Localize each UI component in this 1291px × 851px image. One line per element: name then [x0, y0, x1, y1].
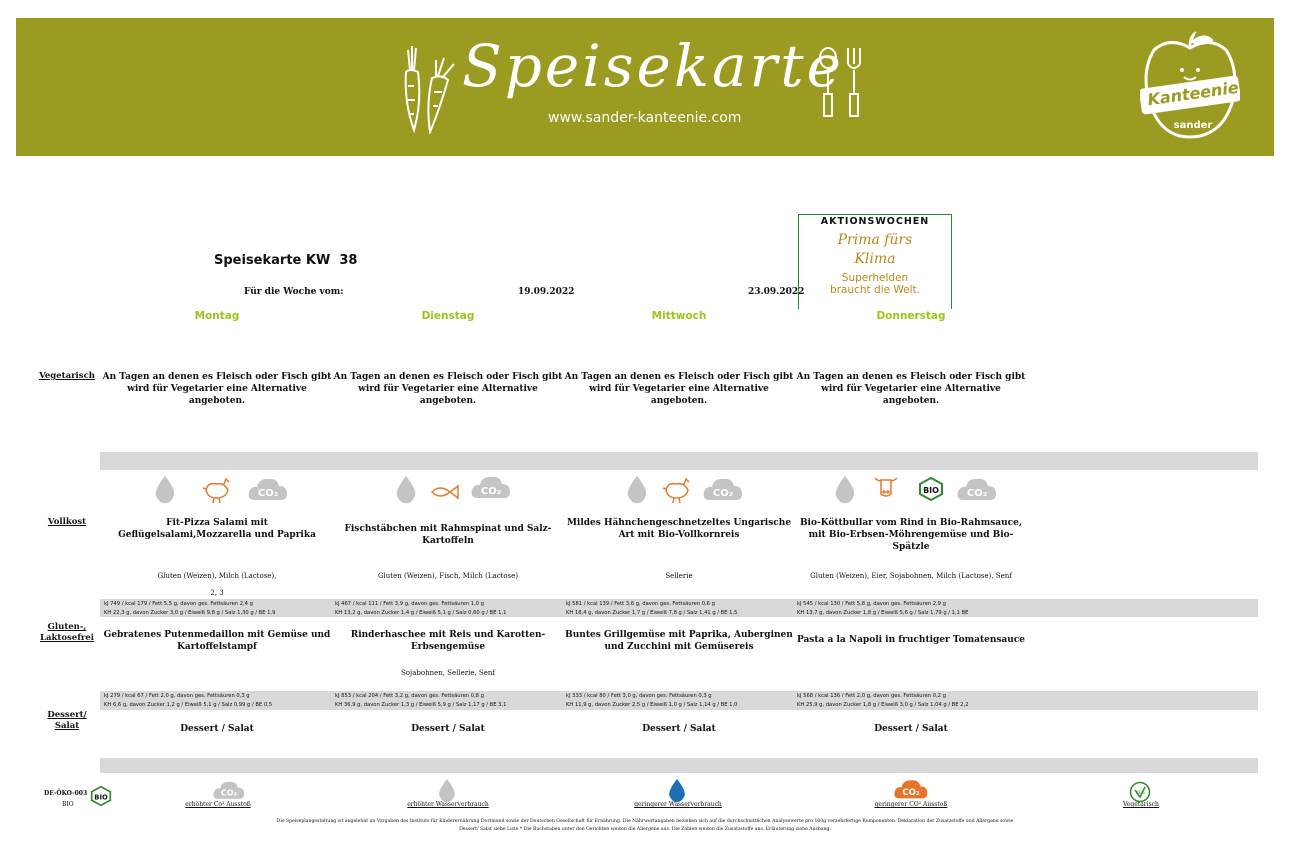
promo-heading: AKTIONSWOCHEN	[820, 216, 930, 227]
allergen-vollkost-wed: Sellerie	[665, 572, 693, 580]
date-from: 19.09.2022	[518, 287, 575, 297]
vegetarian-icon	[1129, 781, 1151, 803]
row-label-glutenfrei: Gluten-, Laktosefrei	[40, 622, 94, 643]
footer-note-2: Dessert/ Salat siehe Liste * Die Buchstaben unter den Gerichten weisen die Allergene aus. Die Zahlen weisen die Zusatzstoffe aus. Erläuterung siehe Aushang.	[459, 827, 831, 832]
chicken-icon	[202, 476, 232, 504]
row-label-vegetarisch: Vegetarisch	[39, 371, 95, 381]
dish-vollkost-thu: Bio-Köttbullar vom Rind in Bio-Rahmsauce, mit Bio-Erbsen-Möhrengemüse und Bio-Spätzle	[799, 518, 1023, 552]
footer-note-1: Die Speiseplangestaltung ist angelehnt an Vorgaben des Instituts für Kinderernährung Dortmund sowie der Deutschen Gesellschaft für Ernährung. Die Nährwertangaben beziehen sich auf die durchschnittlichen Analysewerte pro 100g verzehrfertige Komponenten. Deklaration der Zusatzstoffe und Allergene sowie	[276, 819, 1014, 824]
water-drop-icon	[624, 474, 650, 504]
allergen-gluten-tue: Sojabohnen, Sellerie, Senf	[401, 669, 495, 677]
water-drop-icon	[393, 474, 419, 504]
day-wednesday: Mittwoch	[651, 310, 707, 322]
legend-low-water: geringerer Wasserverbrauch	[634, 801, 722, 808]
bio-icon	[918, 476, 944, 502]
svg-text:BIO: BIO	[923, 486, 939, 495]
water-drop-icon	[832, 474, 858, 504]
water-drop-icon	[436, 777, 458, 803]
nutrition-gluten-tue: kJ 853 / kcal 204 / Fett 3,2 g, davon ges. Fettsäuren 0,8 g KH 36,9 g, davon Zucker 1,3 g / Eiweiß 5,9 g / Salz 1,17 g / BE 3,1	[335, 693, 507, 708]
svg-text:CO₂: CO₂	[480, 486, 502, 497]
dish-veg-tue: An Tagen an denen es Fleisch oder Fisch gibt wird für Vegetarier eine Alternative angeboten.	[333, 372, 563, 406]
nutrition-vollkost-mon: kJ 749 / kcal 179 / Fett 5,5 g, davon ges. Fettsäuren 2,4 g KH 22,3 g, davon Zucker 3,0 g / Eiweiß 9,8 g / Salz 1,30 g / BE 1,9	[104, 601, 276, 616]
dish-vollkost-wed: Mildes Hähnchengeschnetzeltes Ungarische Art mit Bio-Vollkornreis	[566, 518, 792, 540]
nutrition-gluten-wed: kJ 333 / kcal 80 / Fett 3,0 g, davon ges. Fettsäuren 0,3 g KH 11,9 g, davon Zucker 2,5 g / Eiweiß 1,0 g / Salz 1,14 g / BE 1,0	[566, 693, 738, 708]
page-title: Speisekarte	[462, 32, 844, 100]
additive-vollkost-mon: 2, 3	[210, 589, 224, 597]
svg-text:CO₂: CO₂	[966, 488, 988, 499]
legend-vegetarian: Vegetarisch	[1123, 801, 1159, 808]
svg-text:CO₂: CO₂	[257, 488, 279, 499]
co2-cloud-icon	[212, 778, 246, 802]
chicken-icon	[662, 476, 692, 504]
day-tuesday: Dienstag	[421, 310, 475, 322]
promo-sub: Superhelden braucht die Welt.	[830, 272, 920, 296]
legend-high-water: erhöhter Wasserverbrauch	[407, 801, 489, 808]
row-label-vollkost: Vollkost	[47, 517, 87, 527]
svg-text:BIO: BIO	[94, 793, 108, 802]
svg-text:VEG: VEG	[1135, 791, 1145, 796]
dish-gluten-wed: Buntes Grillgemüse mit Paprika, Auberginen und Zucchini mit Gemüsereis	[565, 630, 793, 652]
dish-dessert-thu: Dessert / Salat	[874, 724, 948, 734]
co2-cloud-orange-icon	[893, 776, 929, 802]
dish-vollkost-mon: Fit-Pizza Salami mit Geflügelsalami,Mozzarella und Paprika	[118, 518, 316, 540]
dish-vollkost-tue: Fischstäbchen mit Rahmspinat und Salz-Kartoffeln	[344, 524, 552, 546]
menu-week-title: Speisekarte KW 38	[214, 253, 358, 268]
dish-dessert-mon: Dessert / Salat	[180, 724, 254, 734]
dish-gluten-mon: Gebratenes Putenmedaillon mit Gemüse und Kartoffelstampf	[103, 630, 331, 652]
row-label-dessert: Dessert/ Salat	[47, 710, 87, 731]
nutrition-gluten-thu: kJ 568 / kcal 136 / Fett 2,0 g, davon ges. Fettsäuren 0,2 g KH 25,9 g, davon Zucker 1,8 g / Eiweiß 3,0 g / Salz 1,04 g / BE 2,2	[797, 693, 969, 708]
promo-box	[798, 214, 952, 309]
nutrition-vollkost-thu: kJ 545 / kcal 130 / Fett 5,8 g, davon ges. Fettsäuren 2,9 g KH 13,7 g, davon Zucker 1,8 g / Eiweiß 5,6 g / Salz 1,79 g / 1,1 BE	[797, 601, 969, 616]
day-thursday: Donnerstag	[876, 310, 946, 322]
dish-gluten-tue: Rinderhaschee mit Reis und Karotten-Erbsengemüse	[350, 630, 546, 652]
bio-icon	[90, 785, 112, 807]
nutrition-vollkost-tue: kJ 467 / kcal 111 / Fett 3,9 g, davon ges. Fettsäuren 1,0 g KH 13,2 g, davon Zucker 1,4 g / Eiweiß 5,1 g / Salz 0,60 g / BE 1,1	[335, 601, 507, 616]
promo-script: Prima fürs Klima	[837, 232, 913, 267]
dish-gluten-thu: Pasta a la Napoli in fruchtiger Tomatensauce	[796, 635, 1026, 645]
co2-cloud-icon	[956, 474, 998, 504]
nutrition-vollkost-wed: kJ 581 / kcal 139 / Fett 3,6 g, davon ges. Fettsäuren 0,6 g KH 18,4 g, davon Zucker 1,7 g / Eiweiß 7,8 g / Salz 1,41 g / BE 1,5	[566, 601, 738, 616]
website-url[interactable]: www.sander-kanteenie.com	[548, 110, 742, 126]
day-monday: Montag	[194, 310, 240, 322]
bio-label: BIO	[62, 801, 74, 808]
divider-band	[100, 452, 1258, 470]
dish-dessert-wed: Dessert / Salat	[642, 724, 716, 734]
allergen-vollkost-tue: Gluten (Weizen), Fisch, Milch (Lactose)	[377, 572, 519, 580]
allergen-vollkost-mon: Gluten (Weizen), Milch (Lactose),	[157, 572, 277, 580]
dish-veg-mon: An Tagen an denen es Fleisch oder Fisch gibt wird für Vegetarier eine Alternative angeboten.	[102, 372, 332, 406]
co2-cloud-icon	[470, 472, 512, 502]
water-drop-icon	[152, 474, 178, 504]
cow-icon	[873, 474, 899, 500]
svg-text:CO₂: CO₂	[902, 788, 920, 798]
carrot-icon	[396, 42, 466, 134]
co2-cloud-icon	[247, 474, 289, 504]
fish-icon	[430, 484, 460, 500]
cutlery-icon	[814, 44, 870, 120]
water-drop-blue-icon	[666, 777, 688, 803]
co2-cloud-icon	[702, 474, 744, 504]
divider-band	[100, 758, 1258, 773]
svg-text:CO₂: CO₂	[220, 788, 238, 798]
nutrition-gluten-mon: kJ 279 / kcal 67 / Fett 2,0 g, davon ges. Fettsäuren 0,3 g KH 6,6 g, davon Zucker 1,2 g / Eiweiß 5,1 g / Salz 0,99 g / BE 0,5	[104, 693, 273, 708]
dish-veg-wed: An Tagen an denen es Fleisch oder Fisch gibt wird für Vegetarier eine Alternative angeboten.	[564, 372, 794, 406]
brand-sub: sander	[1173, 120, 1213, 131]
bio-code: DE-ÖKO-003	[44, 790, 88, 797]
brand-name: Kanteenie	[1146, 77, 1240, 110]
week-label: Für die Woche vom:	[244, 287, 344, 297]
date-to: 23.09.2022	[748, 287, 805, 297]
dish-veg-thu: An Tagen an denen es Fleisch oder Fisch gibt wird für Vegetarier eine Alternative angeboten.	[796, 372, 1026, 406]
dish-dessert-tue: Dessert / Salat	[411, 724, 485, 734]
svg-text:CO₂: CO₂	[712, 488, 734, 499]
allergen-vollkost-thu: Gluten (Weizen), Eier, Sojabohnen, Milch (Lactose), Senf	[810, 572, 1012, 580]
legend-high-co2: erhöhter Co² Ausstoß	[185, 801, 251, 808]
legend-low-co2: geringerer CO² Ausstoß	[874, 801, 948, 808]
